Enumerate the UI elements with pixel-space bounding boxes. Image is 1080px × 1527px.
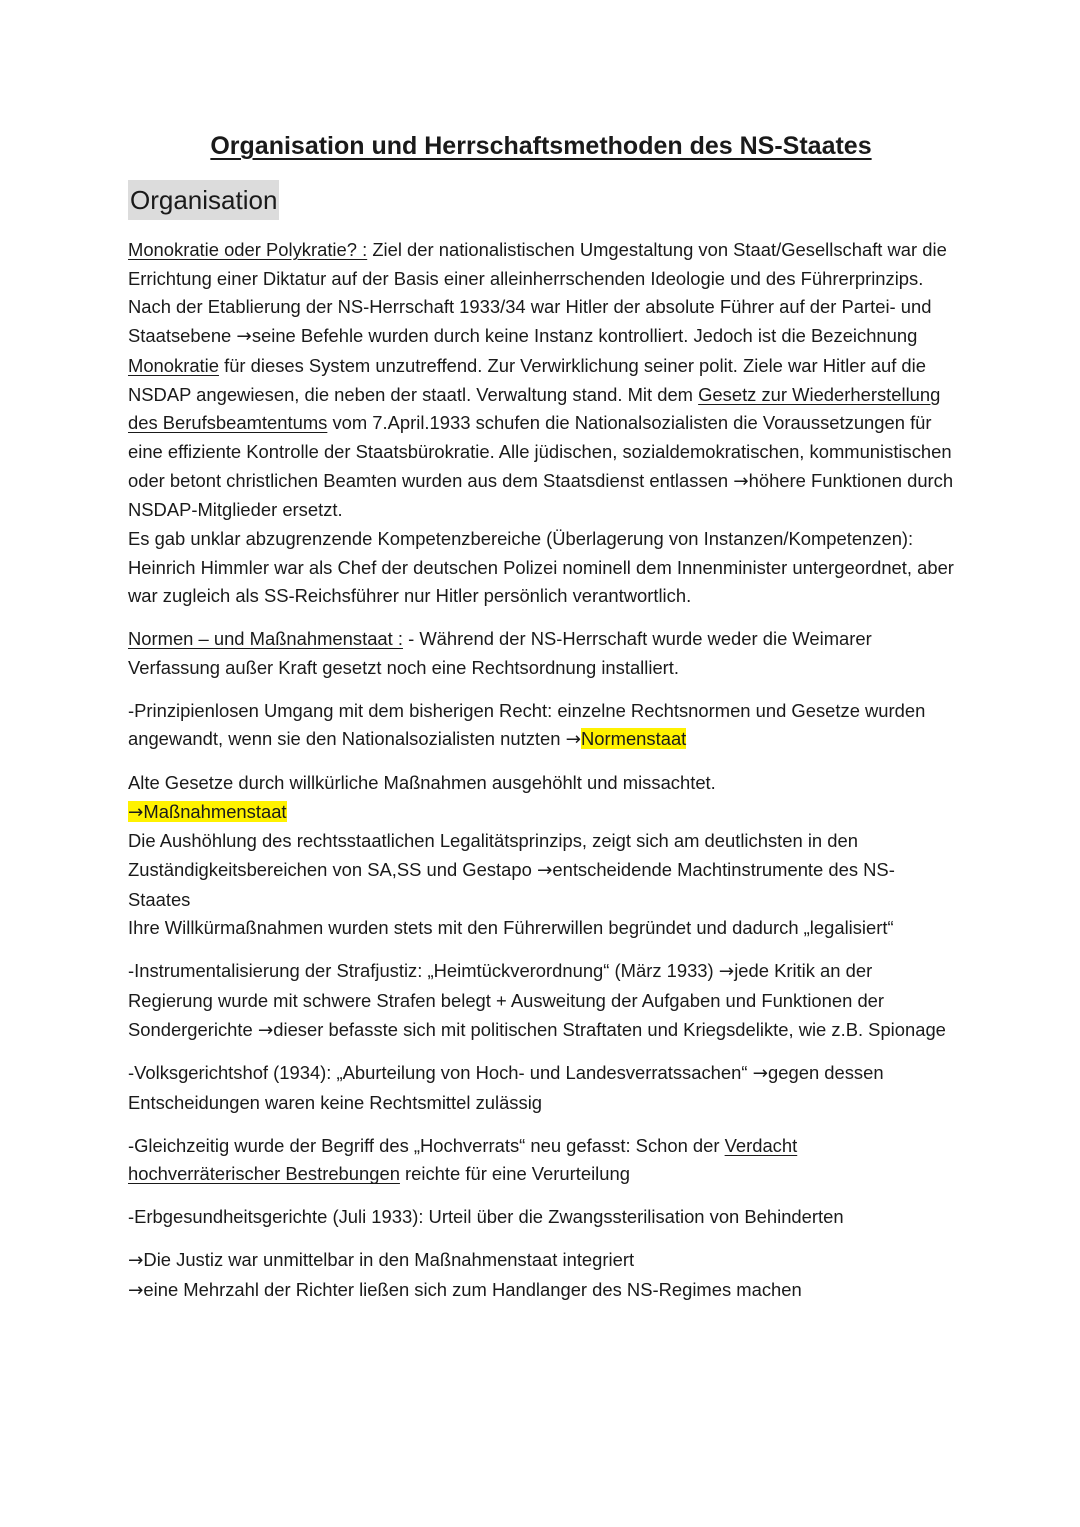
section-heading: Organisation (128, 180, 279, 220)
text-run: Die Aushöhlung des rechtsstaatlichen Legalitätsprinzips, zeigt sich am deutlichsten in den Zuständigkeitsbereichen von SA,SS und Gestapo (128, 830, 858, 881)
paragraph-volksgerichtshof (128, 1059, 954, 1117)
page-title: Organisation und Herrschaftsmethoden des NS-Staates (210, 132, 872, 160)
underlined-term: Verdacht hochverräterischer Bestrebungen (128, 1134, 798, 1185)
text-run: reichte für eine Verurteilung (399, 1163, 630, 1185)
arrow-right-icon: → (752, 1063, 769, 1085)
underlined-term: Gesetz zur Wiederherstellung des Berufsbeamtentums (128, 383, 941, 434)
underlined-term: Monokratie (128, 354, 219, 376)
text-run: Alte Gesetze durch willkürliche Maßnahmen ausgehöhlt und missachtet. (128, 771, 716, 793)
arrow-right-icon: → (257, 1019, 274, 1041)
text-run: eine Mehrzahl der Richter ließen sich zum Handlanger des NS-Regimes machen (143, 1278, 802, 1300)
text-run: - Während der NS-Herrschaft wurde weder die Weimarer Verfassung außer Kraft gesetzt noch eine Rechtsordnung installiert. (128, 628, 872, 678)
paragraph-monokratie (128, 236, 954, 525)
paragraph-normenstaat (128, 697, 954, 755)
text-run: jede Kritik an der Regierung wurde mit schwere Strafen belegt + Ausweitung der Aufgaben und Funktionen der Sondergerichte (128, 960, 885, 1040)
body-text (128, 236, 954, 1319)
arrow-right-icon: → (718, 961, 735, 983)
highlighted-term: Normenstaat (581, 728, 687, 750)
arrow-right-icon: → (128, 1279, 144, 1301)
text-run: seine Befehle wurden durch keine Instanz kontrolliert. Jedoch ist die Bezeichnung (251, 325, 918, 347)
paragraph-hochverrat (128, 1132, 954, 1189)
arrow-right-icon: → (128, 1249, 144, 1271)
text-run: Die Justiz war unmittelbar in den Maßnahmenstaat integriert (143, 1248, 635, 1270)
arrow-right-icon: → (236, 326, 252, 348)
paragraph-label: Monokratie oder Polykratie? : (128, 239, 368, 260)
paragraph-kompetenzen: Es gab unklar abzugrenzende Kompetenzbereiche (Überlagerung von Instanzen/Kompetenzen): Heinrich Himmler war als Chef der deutschen Polizei nominell dem Innenminister untergeordnet, aber war zugleich als SS-Reichsführer nur Hitler persönlich verantwortlich. (128, 528, 954, 607)
arrow-right-icon: → (536, 860, 553, 882)
text-run: Maßnahmenstaat (143, 800, 287, 822)
text-run: -Prinzipienlosen Umgang mit dem bisherigen Recht: einzelne Rechtsnormen und Gesetze wurden angewandt, wenn sie den Nationalsozialisten nutzten (128, 699, 926, 750)
arrow-right-icon: → (128, 801, 144, 823)
text-run: -Gleichzeitig wurde der Begriff des „Hochverrats“ neu gefasst: Schon der (128, 1134, 725, 1156)
text-run: gegen dessen Entscheidungen waren keine Rechtsmittel zulässig (128, 1062, 884, 1113)
text-run: Ziel der nationalistischen Umgestaltung von Staat/Gesellschaft war die Errichtung einer Diktatur auf der Basis einer alleinherrschenden Ideologie und des Führerprinzips. Nach der Etablierung der NS-Herrschaft 1933/34 war Hitler der absolute Führer auf der Partei- und Staatsebene (128, 239, 947, 347)
paragraph-strafjustiz (128, 957, 954, 1045)
paragraph-normenstaat-intro (128, 625, 954, 682)
paragraph-label: Normen – und Maßnahmenstaat : (128, 628, 403, 650)
text-run: -Volksgerichtshof (1934): „Aburteilung von Hoch- und Landesverratssachen“ (128, 1062, 753, 1084)
highlighted-term (128, 801, 287, 822)
text-run: dieser befasste sich mit politischen Straftaten und Kriegsdelikte, wie z.B. Spionage (273, 1018, 946, 1040)
arrow-right-icon: → (733, 470, 749, 492)
paragraph-massnahmenstaat (128, 769, 954, 943)
paragraph-erbgesundheit: -Erbgesundheitsgerichte (Juli 1933): Urteil über die Zwangssterilisation von Behinderten (128, 1206, 844, 1228)
text-run: für dieses System unzutreffend. Zur Verwirklichung seiner polit. Ziele war Hitler auf die NSDAP angewiesen, die neben der staatl. Verwaltung stand. Mit dem (128, 354, 926, 405)
text-run: -Instrumentalisierung der Strafjustiz: „Heimtückverordnung“ (März 1933) (128, 960, 719, 982)
text-run: Ihre Willkürmaßnahmen wurden stets mit den Führerwillen begründet und dadurch „legalisiert“ (128, 917, 894, 939)
text-run: höhere Funktionen durch NSDAP-Mitglieder ersetzt. (128, 469, 954, 521)
text-run: entscheidende Machtinstrumente des NS-Staates (128, 859, 895, 910)
arrow-right-icon: → (565, 729, 581, 751)
text-run: vom 7.April.1933 schufen die Nationalsozialisten die Voraussetzungen für eine effiziente Kontrolle der Staatsbürokratie. Alle jüdischen, sozialdemokratischen, kommunistischen oder betont christlichen Beamten wurden aus dem Staatsdienst entlassen (128, 412, 952, 491)
paragraph-conclusion (128, 1246, 954, 1305)
